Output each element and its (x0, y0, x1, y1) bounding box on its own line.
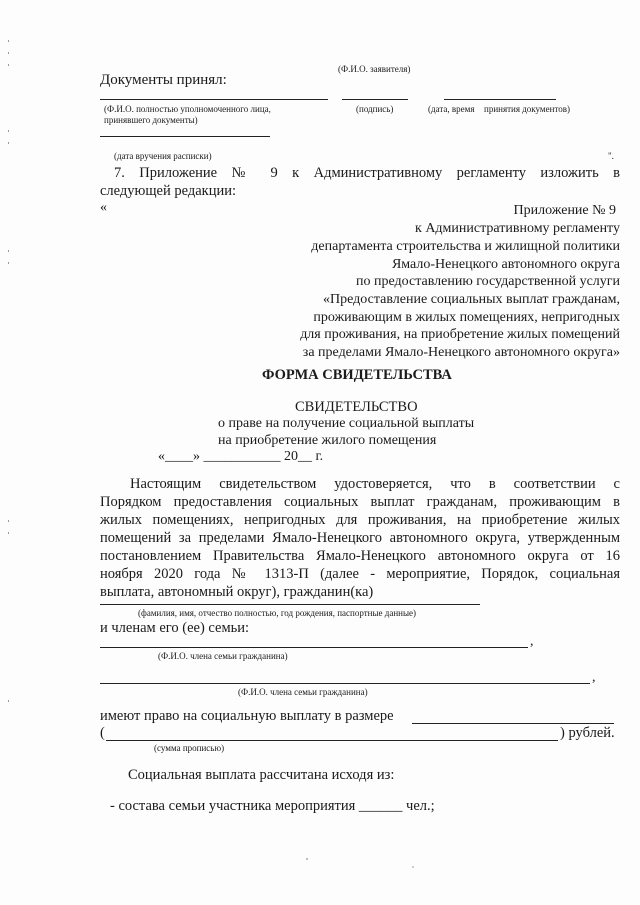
open-quote: « (100, 200, 107, 215)
closing-quote: ". (608, 151, 614, 161)
body-line-7: выплата, автономный округ), гражданин(ка) (100, 584, 374, 600)
signature-caption: (подпись) (356, 104, 394, 114)
family-members-label: и членам его (ее) семьи: (100, 620, 250, 636)
docs-accepted-label: Документы принял: (100, 72, 227, 88)
form-title: ФОРМА СВИДЕТЕЛЬСТВА (262, 367, 452, 383)
open-paren: ( (100, 725, 105, 741)
family-composition: - состава семьи участника мероприятия ______ чел.; (110, 798, 435, 814)
body-line-6: ноября 2020 года № 1313-П (далее - мероприятие, Порядок, социальная (100, 566, 620, 582)
appendix-line: проживающим в жилых помещениях, непригодных (313, 310, 620, 325)
body-line-4: помещений за пределами Ямало-Ненецкого автономного округа, утвержденным (100, 530, 620, 546)
amount-words-line (106, 740, 558, 741)
authorized-caption-1: (Ф.И.О. полностью уполномоченного лица, (104, 104, 271, 114)
appendix-line: Приложение № 9 (513, 203, 616, 218)
body-line-3: жилых помещениях, непригодных для проживания, на приобретение жилых (100, 512, 620, 528)
calc-basis: Социальная выплата рассчитана исходя из: (128, 767, 395, 783)
member-caption-1: (Ф.И.О. члена семьи гражданина) (158, 651, 288, 661)
citizen-caption: (фамилия, имя, отчество полностью, год рождения, паспортные данные) (138, 608, 417, 618)
item7-line1: 7. Приложение № 9 к Административному регламенту изложить в (114, 165, 620, 181)
signature-line (342, 99, 408, 100)
datetime-caption: (дата, время (428, 104, 475, 114)
appendix-line: Ямало-Ненецкого автономного округа (391, 257, 620, 272)
citizen-line (100, 604, 480, 605)
authorized-person-line (100, 99, 328, 100)
scan-speck (306, 858, 308, 860)
body-line-2: Порядком предоставления социальных выплат гражданам, проживающим в (100, 494, 620, 510)
certificate-date-line: «____» ___________ 20__ г. (158, 449, 324, 464)
amount-line (412, 723, 614, 724)
body-line-1: Настоящим свидетельством удостоверяется, что в соответствии с (130, 476, 620, 492)
receipt-date-line (100, 136, 270, 137)
family-member-line-2 (100, 683, 590, 684)
appendix-line: департамента строительства и жилищной политики (311, 239, 620, 254)
scan-speck (412, 866, 414, 868)
authorized-caption-2: принявшего документы) (104, 115, 198, 125)
certificate-title: СВИДЕТЕЛЬСТВО (295, 399, 418, 415)
certificate-subtitle-1: о праве на получение социальной выплаты (218, 416, 475, 431)
applicant-caption: (Ф.И.О. заявителя) (338, 64, 411, 74)
appendix-line: «Предоставление социальных выплат гражданам, (323, 292, 620, 307)
comma-2: , (592, 670, 596, 685)
item7-line2: следующей редакции: (100, 183, 237, 199)
acceptance-caption: принятия документов) (484, 104, 571, 114)
family-member-line-1 (100, 647, 528, 648)
member-caption-2: (Ф.И.О. члена семьи гражданина) (238, 687, 368, 697)
body-line-5: постановлением Правительства Ямало-Ненецкого автономного округа от 16 (100, 548, 620, 564)
amount-caption: (сумма прописью) (154, 743, 225, 753)
appendix-line: к Административному регламенту (415, 221, 620, 236)
certificate-subtitle-2: на приобретение жилого помещения (218, 433, 437, 448)
entitled-label: имеют право на социальную выплату в размере (100, 708, 394, 724)
rubles-label: ) рублей. (560, 725, 615, 741)
comma-1: , (530, 634, 534, 649)
appendix-line: для проживания, на приобретение жилых помещений (300, 327, 620, 342)
appendix-line: за пределами Ямало-Ненецкого автономного округа» (302, 345, 620, 360)
receipt-date-caption: (дата вручения расписки) (114, 151, 212, 161)
datetime-line (444, 99, 556, 100)
appendix-line: по предоставлению государственной услуги (356, 274, 620, 289)
